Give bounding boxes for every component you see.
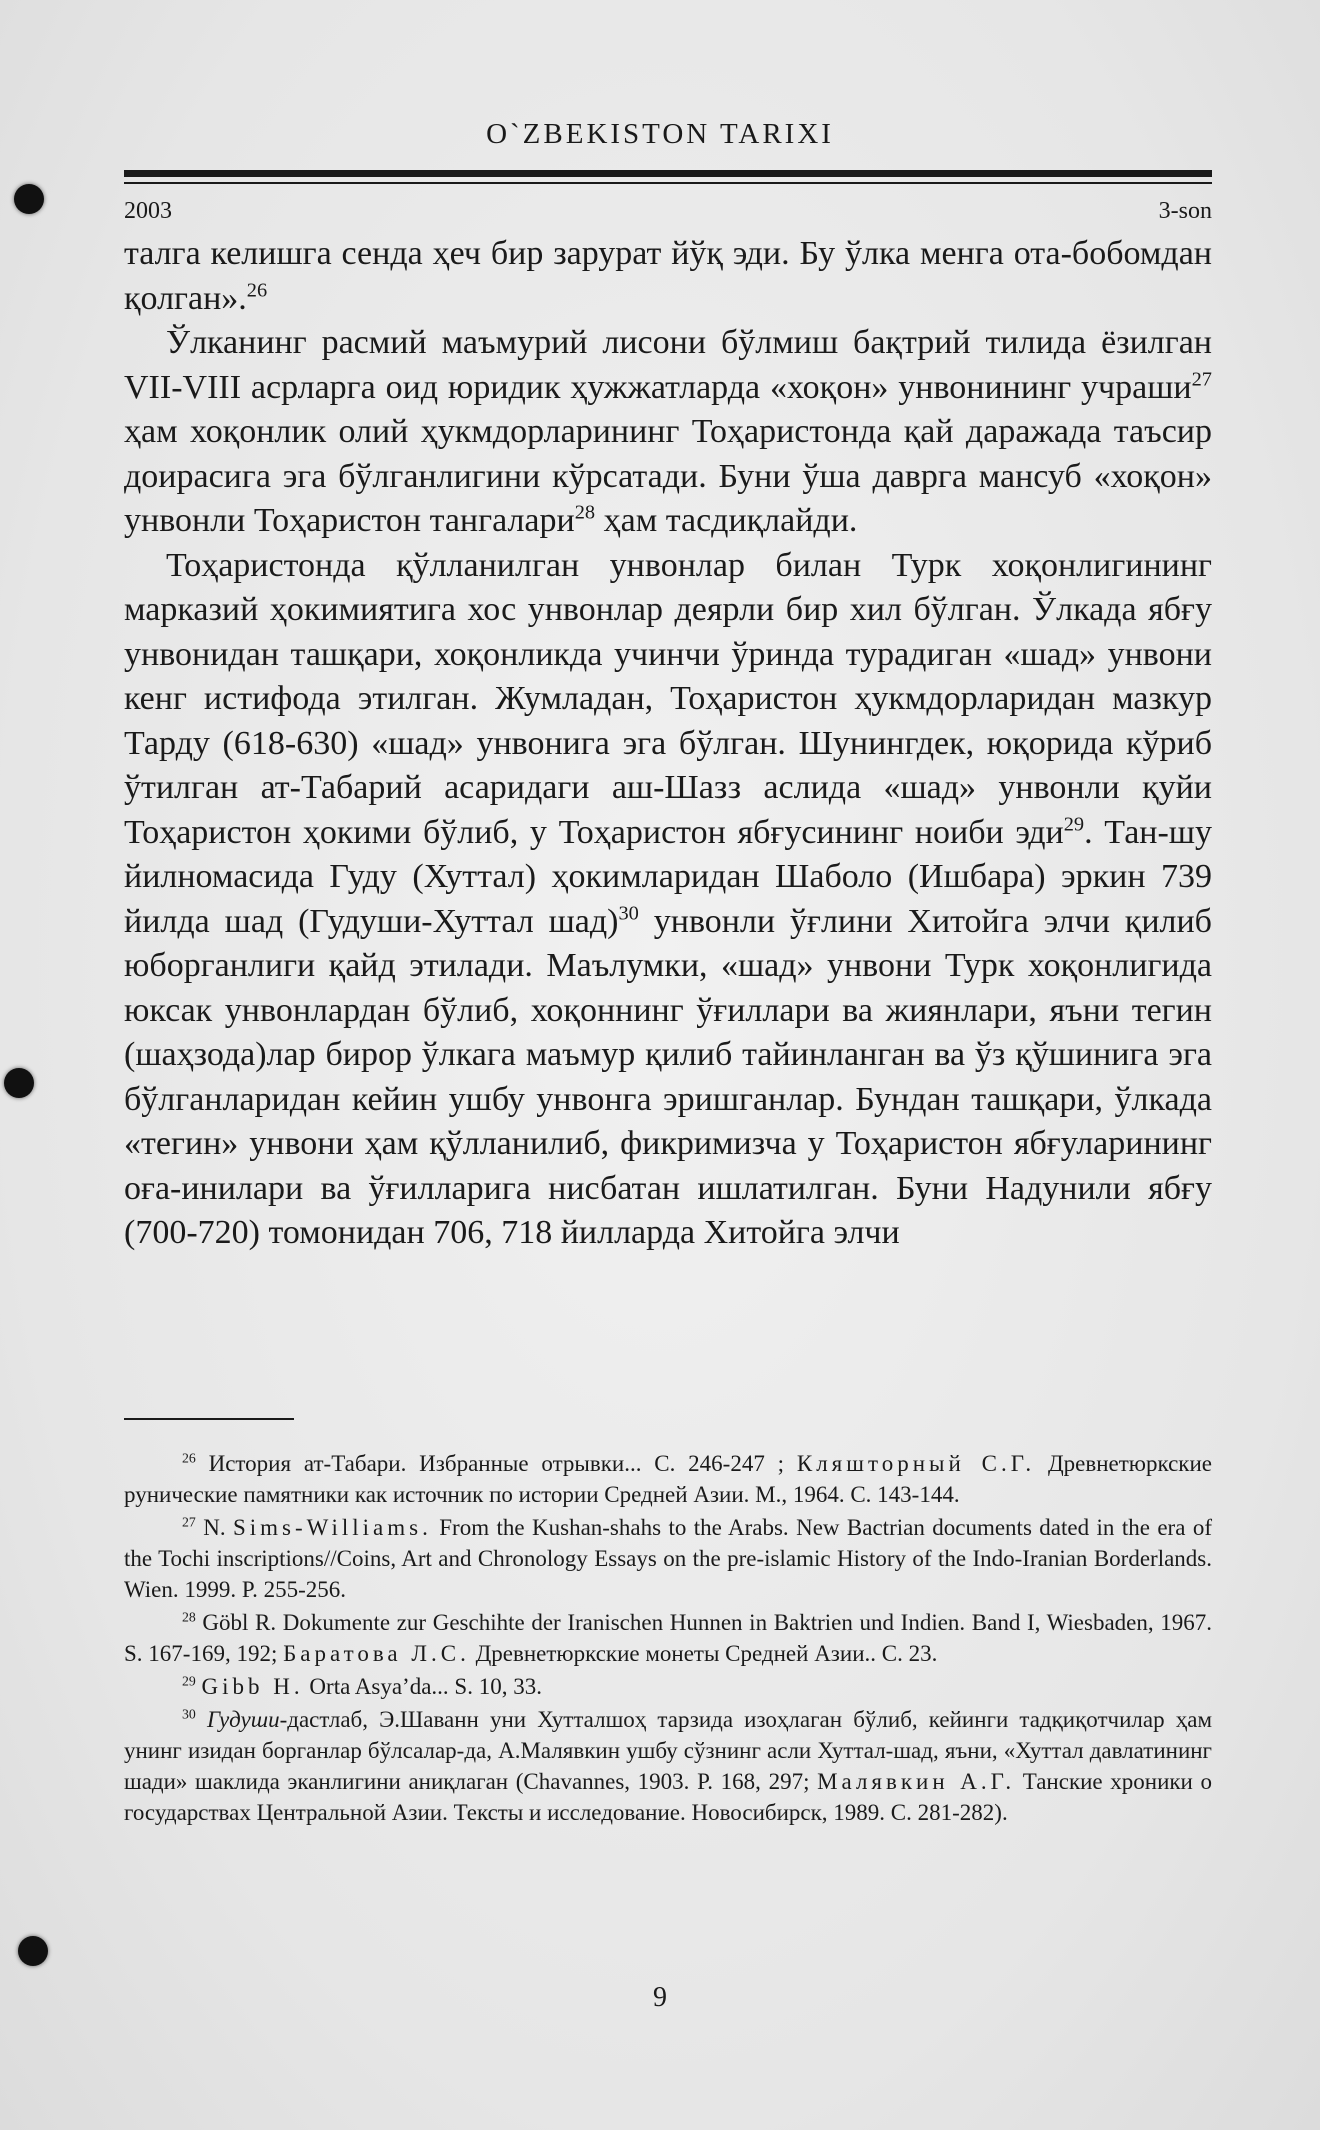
footnote-text: Göbl R. Dokumente zur Geschihte der Iranischen Hunnen in Baktrien und Indien. Band I, Wiesbaden, 1967. S. 167-169, 192; (124, 1610, 1212, 1666)
footnote (124, 1607, 1212, 1669)
text-span: ҳам тасдиқлайди. (595, 502, 858, 539)
footnote-term: Гудуши (206, 1707, 280, 1732)
issue-year: 2003 (124, 198, 172, 224)
punch-hole (4, 1068, 34, 1098)
footnote-author: Sims-Williams. (232, 1515, 432, 1540)
paragraph (124, 321, 1212, 544)
footnote-text: N. (195, 1515, 233, 1540)
footnote-text: -дастлаб, Э.Шаванн уни Хутталшоҳ тарзида изоҳлаган бўлиб, кейинги тадқиқотчилар ҳам унинг изидан борганлар бўлсалар-да, А.Малявкин ушбу сўзнинг асли Хуттал-шад, яъни, «Хуттал давлатининг шади» шаклида эканлигини аниқлаган (Chavannes, 1903. P. 168, 297; (124, 1707, 1212, 1794)
footnote-number: 30 (182, 1706, 196, 1722)
paragraph (124, 544, 1212, 1256)
footnote-author: Баратова Л.С. (283, 1641, 470, 1666)
text-span: ҳам хоқонлик олий ҳукмдорларининг Тоҳаристонда қай даражада таъсир доирасига эга бўлганлигини кўрсатади. Буни ўша даврга мансуб «хоқон» унвонли Тоҳаристон тангалари (124, 413, 1212, 539)
footnote-text: Древнетюркские рунические памятники как источник по истории Средней Азии. М., 1964. С. 143-144. (124, 1451, 1212, 1507)
header-rule-thin (124, 182, 1212, 184)
footnote-text: История ат-Табари. Избранные отрывки... С. 246-247 ; (195, 1451, 797, 1476)
text-span: Ўлканинг расмий маъмурий лисони бўлмиш бақтрий тилида ёзилган VII-VIII асрларга оид юридик ҳужжатларда «хоқон» унвонининг учраши (124, 324, 1212, 406)
journal-title: O`ZBEKISTON TARIXI (486, 118, 834, 150)
footnote (124, 1671, 1212, 1702)
punch-hole (14, 184, 44, 214)
footnote-number: 29 (182, 1673, 196, 1689)
header-rule (124, 170, 1212, 177)
footnote-text: From the Kushan-shahs to the Arabs. New Bactrian documents dated in the era of the Tochi inscriptions//Coins, Art and Chronology Essays on the pre-islamic History of the Indo-Iranian Borderlands. Wien. 1999. P. 255-256. (124, 1515, 1212, 1602)
footnote-ref: 30 (618, 902, 639, 925)
page-number: 9 (653, 1982, 667, 2013)
paragraph (124, 232, 1212, 321)
footnote-number: 26 (182, 1450, 196, 1466)
footnote (124, 1448, 1212, 1510)
text-span: Тоҳаристонда қўлланилган унвонлар билан Турк хоқонлигининг марказий ҳокимиятига хос унвонлар деярли бир хил бўлган. Ўлкада ябғу унвонидан ташқари, хоқонликда учинчи ўринда турадиган «шад» унвони кенг истифода этилган. Жумладан, Тоҳаристон ҳукмдорларидан мазкур Тарду (618-630) «шад» унвонига эга бўлган. Шунингдек, юқорида кўриб ўтилган ат-Табарий асаридаги аш-Шазз аслида «шад» унвонли қуйи Тоҳаристон ҳокими бўлиб, у Тоҳаристон ябғусининг ноиби эди (124, 546, 1212, 851)
footnote-text (196, 1707, 207, 1732)
text-span: . Тан-шу йилномасида Гуду (Хуттал) ҳокимларидан Шаболо (Ишбара) эркин 739 йилда шад (Гудуши-Хуттал шад) (124, 813, 1212, 940)
footnote-ref: 27 (1191, 368, 1212, 391)
text-span: унвонли ўғлини Хитойга элчи қилиб юборганлиги қайд этилади. Маълумки, «шад» унвони Турк хоқонлигида юксак унвонлардан бўлиб, хоқоннинг ўғиллари ва жиянлари, яъни тегин (шаҳзода)лар бирор ўлкага маъмур қилиб тайинланган ва ўз қўшинига эга бўлганларидан кейин ушбу унвонга эришганлар. Бундан ташқари, ўлкада «тегин» унвони ҳам қўлланилиб, фикримизча у Тоҳаристон ябғуларининг оға-инилари ва ўғилларига нисбатан ишлатилган. Буни Надунили ябғу (700-720) томонидан 706, 718 йилларда Хитойга элчи (124, 902, 1212, 1251)
footnote (124, 1512, 1212, 1605)
footnote-number: 27 (182, 1514, 196, 1530)
footnote-author: Малявкин А.Г. (817, 1769, 1016, 1794)
footnote-number: 28 (182, 1609, 196, 1625)
footnote-author: Gibb H. (201, 1674, 304, 1699)
footnote-text: Orta Asya’da... S. 10, 33. (303, 1674, 542, 1699)
footnotes (124, 1448, 1212, 1830)
footnote-ref: 26 (246, 279, 268, 302)
footnote-author: Кляшторный С.Г. (796, 1451, 1036, 1476)
punch-hole (18, 1936, 48, 1966)
footnote-text: Танские хроники о государствах Центральной Азии. Тексты и исследование. Новосибирск, 1989. С. 281-282). (124, 1769, 1212, 1825)
issue-number: 3-son (1158, 198, 1212, 224)
main-text (124, 232, 1212, 1256)
footnote-ref: 29 (1063, 813, 1085, 836)
footnote (124, 1704, 1212, 1828)
footnote-rule (124, 1418, 294, 1420)
text-span: талга келишга сенда ҳеч бир зарурат йўқ эди. Бу ўлка менга ота-бобомдан қолган». (124, 235, 1212, 317)
footnote-ref: 28 (574, 501, 596, 524)
footnote-text: Древнетюркские монеты Средней Азии.. С. 23. (469, 1641, 938, 1666)
